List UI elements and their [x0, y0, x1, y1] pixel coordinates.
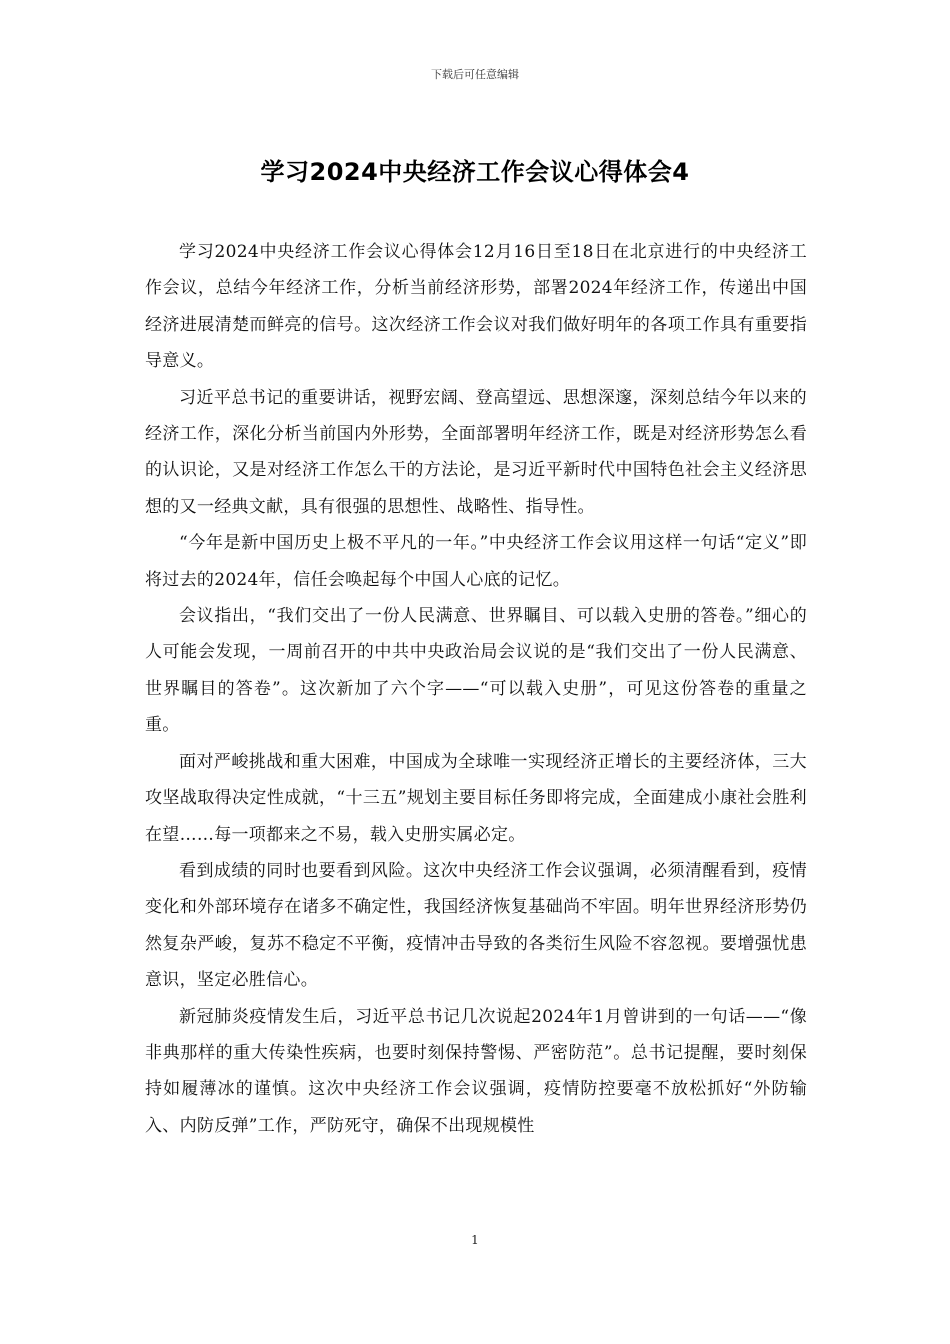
paragraph: 看到成绩的同时也要看到风险。这次中央经济工作会议强调，必须清醒看到，疫情变化和外部环境存在诸多不确定性，我国经济恢复基础尚不牢固。明年世界经济形势仍然复杂严峻，复苏不稳定不平衡，疫情冲击导致的各类衍生风险不容忽视。要增强忧患意识，坚定必胜信心。 [145, 860, 807, 991]
paragraph: “今年是新中国历史上极不平凡的一年。”中央经济工作会议用这样一句话“定义”即将过去的2024年，信任会唤起每个中国人心底的记忆。 [145, 533, 807, 590]
header-note: 下载后可任意编辑 [431, 68, 519, 81]
paragraph: 会议指出，“我们交出了一份人民满意、世界瞩目、可以载入史册的答卷。”细心的人可能会发现，一周前召开的中共中央政治局会议说的是“我们交出了一份人民满意、世界瞩目的答卷”。这次新加了六个字——“可以载入史册”，可见这份答卷的重量之重。 [145, 606, 807, 736]
paragraph: 面对严峻挑战和重大困难，中国成为全球唯一实现经济正增长的主要经济体，三大攻坚战取得决定性成就，“十三五”规划主要目标任务即将完成，全面建成小康社会胜利在望……每一项都来之不易，载入史册实属必定。 [145, 751, 807, 845]
paragraph: 习近平总书记的重要讲话，视野宏阔、登高望远、思想深邃，深刻总结今年以来的经济工作，深化分析当前国内外形势，全面部署明年经济工作，既是对经济形势怎么看的认识论，又是对经济工作怎么干的方法论，是习近平新时代中国特色社会主义经济思想的又一经典文献，具有很强的思想性、战略性、指导性。 [145, 387, 807, 517]
paragraph: 新冠肺炎疫情发生后，习近平总书记几次说起2024年1月曾讲到的一句话——“像非典那样的重大传染性疾病，也要时刻保持警惕、严密防范”。总书记提醒，要时刻保持如履薄冰的谨慎。这次中央经济工作会议强调，疫情防控要毫不放松抓好“外防输入、内防反弹”工作，严防死守，确保不出现规模性 [145, 1006, 807, 1136]
document-title: 学习2024中央经济工作会议心得体会4 [260, 158, 690, 186]
page-number: 1 [471, 1233, 479, 1247]
document-body [145, 234, 807, 1144]
paragraph: 学习2024中央经济工作会议心得体会12月16日至18日在北京进行的中央经济工作会议，总结今年经济工作，分析当前经济形势，部署2024年经济工作，传递出中国经济进展清楚而鲜亮的信号。这次经济工作会议对我们做好明年的各项工作具有重要指导意义。 [145, 242, 807, 372]
